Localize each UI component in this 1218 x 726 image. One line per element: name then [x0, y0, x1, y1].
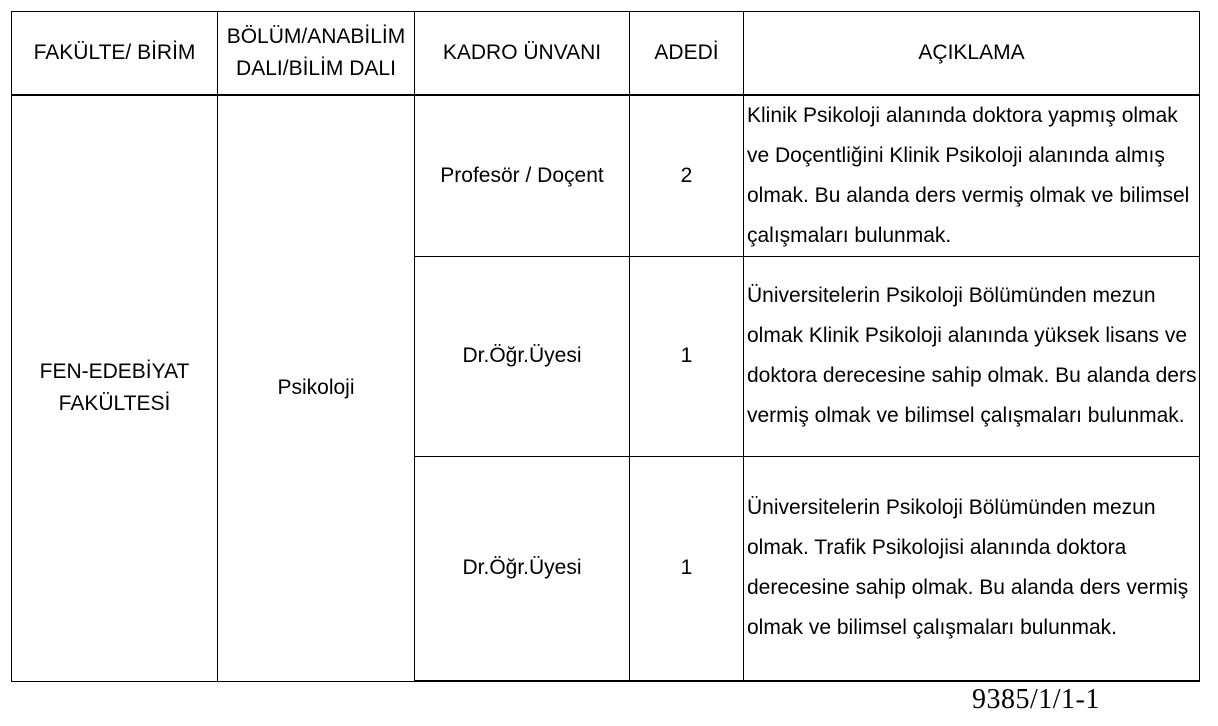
header-description: AÇIKLAMA	[744, 12, 1200, 95]
count-cell: 1	[630, 456, 744, 681]
faculty-cell: FEN-EDEBİYAT FAKÜLTESİ	[12, 95, 218, 682]
description-cell: Klinik Psikoloji alanında doktora yapmış olmak ve Doçentliğini Klinik Psikoloji alanında almış olmak. Bu alanda ders vermiş olmak ve bilimsel çalışmaları bulunmak.	[744, 95, 1200, 257]
staff-positions-table	[11, 11, 1200, 682]
position-title-cell: Dr.Öğr.Üyesi	[415, 256, 630, 456]
header-faculty: FAKÜLTE/ BİRİM	[12, 12, 218, 95]
header-count: ADEDİ	[630, 12, 744, 95]
header-position-title: KADRO ÜNVANI	[415, 12, 630, 95]
description-cell: Üniversitelerin Psikoloji Bölümünden mezun olmak. Trafik Psikolojisi alanında doktora derecesine sahip olmak. Bu alanda ders vermiş olmak ve bilimsel çalışmaları bulunmak.	[744, 456, 1200, 681]
count-cell: 1	[630, 256, 744, 456]
position-title-cell: Profesör / Doçent	[415, 95, 630, 257]
description-cell: Üniversitelerin Psikoloji Bölümünden mezun olmak Klinik Psikoloji alanında yüksek lisans ve doktora derecesine sahip olmak. Bu alanda ders vermiş olmak ve bilimsel çalışmaları bulunmak.	[744, 256, 1200, 456]
count-cell: 2	[630, 95, 744, 257]
department-cell: Psikoloji	[218, 95, 415, 682]
table-header-row	[12, 12, 1200, 95]
document-sheet	[11, 11, 1200, 682]
reference-number: 9385/1/1-1	[972, 684, 1100, 715]
table-row	[12, 95, 1200, 257]
position-title-cell: Dr.Öğr.Üyesi	[415, 456, 630, 681]
header-department: BÖLÜM/ANABİLİM DALI/BİLİM DALI	[218, 12, 415, 95]
